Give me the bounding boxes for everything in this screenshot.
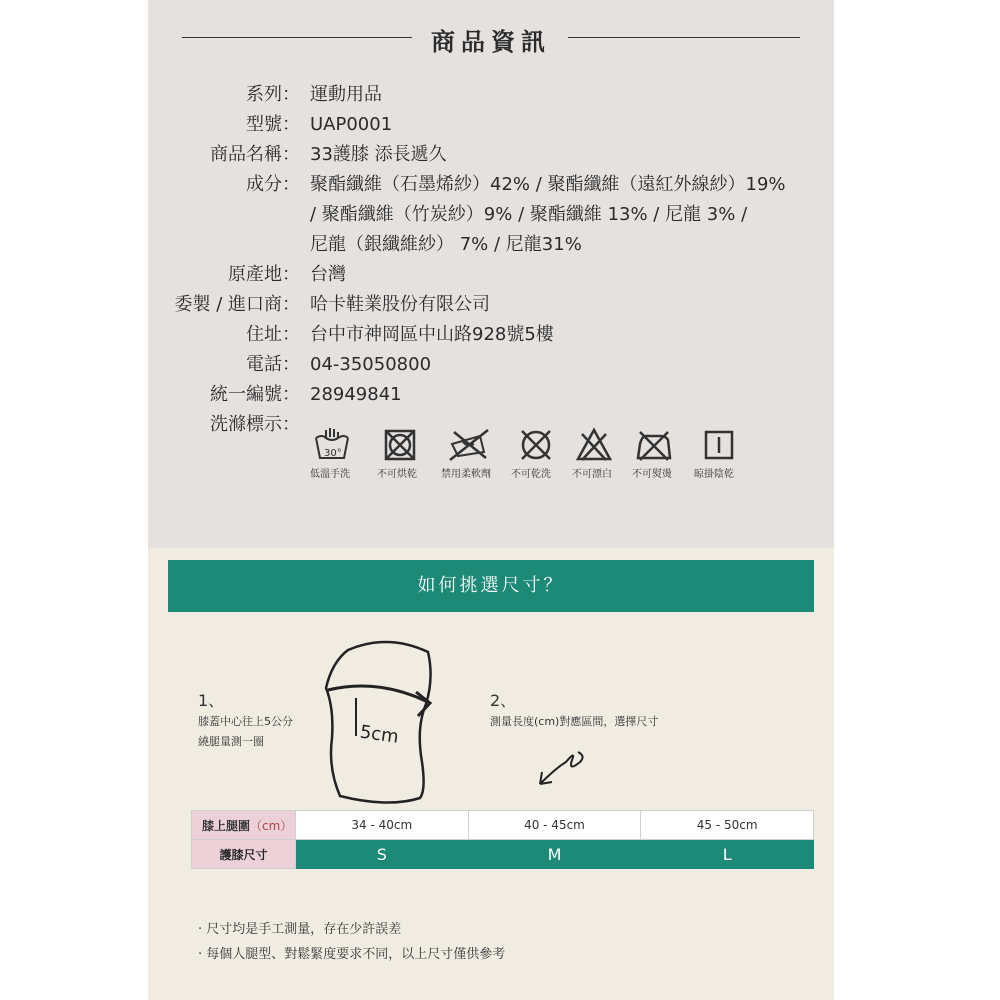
info-value: 聚酯纖維（石墨烯紗）42% / 聚酯纖維（遠紅外線紗）19% bbox=[310, 174, 786, 195]
info-value: 尼龍（銀纖維紗） 7% / 尼龍31% bbox=[310, 234, 582, 255]
info-label: 原產地： bbox=[228, 264, 300, 285]
circumference-label: 膝上腿圍 bbox=[202, 818, 251, 833]
no-bleach-icon bbox=[574, 426, 614, 464]
no-dry-clean-icon bbox=[516, 426, 556, 464]
table-head-size: 護膝尺寸 bbox=[192, 840, 296, 869]
table-row-size bbox=[192, 840, 814, 869]
table-row-circumference bbox=[192, 811, 814, 840]
table-cell-size: S bbox=[296, 840, 469, 869]
knee-illustration bbox=[318, 628, 448, 808]
measure-label: 5cm bbox=[358, 721, 400, 748]
step1-line1: 膝蓋中心往上5公分 bbox=[198, 715, 293, 728]
note-2: · 每個人腿型、對鬆緊度要求不同，以上尺寸僅供參考 bbox=[198, 947, 506, 962]
line-dry-shade-icon bbox=[700, 426, 740, 464]
step1-number: 1、 bbox=[198, 691, 225, 710]
care-label-no-iron: 不可熨燙 bbox=[632, 469, 672, 480]
care-label-no-tumble-dry: 不可烘乾 bbox=[377, 469, 417, 480]
info-value: 台灣 bbox=[310, 264, 346, 285]
info-value: 運動用品 bbox=[310, 84, 382, 105]
knee-outline bbox=[326, 642, 431, 803]
unit-label: （cm） bbox=[250, 818, 293, 833]
info-value: / 聚酯纖維（竹炭紗）9% / 聚酯纖維 13% / 尼龍 3% / bbox=[310, 204, 748, 225]
step2-number: 2、 bbox=[490, 691, 517, 710]
care-label-hand-wash: 低溫手洗 bbox=[310, 469, 350, 480]
info-value: 28949841 bbox=[310, 384, 402, 405]
info-label: 電話： bbox=[246, 354, 300, 375]
info-label: 委製 / 進口商： bbox=[174, 294, 300, 315]
pointer-arrow-icon bbox=[536, 748, 596, 788]
no-iron-icon bbox=[634, 426, 674, 464]
care-label-no-dry-clean: 不可乾洗 bbox=[511, 469, 551, 480]
note-1: · 尺寸均是手工測量，存在少許誤差 bbox=[198, 922, 402, 937]
table-cell-range: 45 - 50cm bbox=[641, 811, 814, 840]
table-cell-range: 40 - 45cm bbox=[468, 811, 641, 840]
info-value: 台中市神岡區中山路928號5樓 bbox=[310, 324, 554, 345]
no-softener-icon bbox=[444, 426, 494, 464]
title-divider-right bbox=[568, 37, 800, 38]
table-cell-range: 34 - 40cm bbox=[296, 811, 469, 840]
info-value: 33護膝 添長遞久 bbox=[310, 144, 447, 165]
care-label-line-dry: 晾掛陰乾 bbox=[694, 469, 734, 480]
care-label-no-softener: 禁用柔軟劑 bbox=[441, 469, 491, 480]
size-guide-banner: 如何挑選尺寸？ bbox=[168, 560, 814, 612]
step2-text: 測量長度(cm)對應區間，選擇尺寸 bbox=[490, 715, 659, 728]
step1-line2: 繞腿量測一圈 bbox=[198, 735, 264, 748]
info-label: 住址： bbox=[246, 324, 300, 345]
table-head-circumference bbox=[192, 811, 296, 840]
info-label: 成分： bbox=[246, 174, 300, 195]
hand-wash-icon bbox=[312, 426, 352, 464]
info-value: UAP0001 bbox=[310, 114, 393, 135]
info-label: 統一編號： bbox=[210, 384, 300, 405]
no-tumble-dry-icon bbox=[380, 426, 420, 464]
wash-temp: 30° bbox=[324, 448, 342, 459]
section-title: 商品資訊 bbox=[431, 28, 551, 56]
measure-arrow bbox=[328, 686, 428, 702]
size-table bbox=[191, 810, 814, 869]
care-label-no-bleach: 不可漂白 bbox=[572, 469, 612, 480]
table-cell-size: L bbox=[641, 840, 814, 869]
info-label: 系列： bbox=[246, 84, 300, 105]
info-value: 哈卡鞋業股份有限公司 bbox=[310, 294, 490, 315]
info-value: 04-35050800 bbox=[310, 354, 432, 375]
info-label: 商品名稱： bbox=[210, 144, 300, 165]
info-label: 型號： bbox=[246, 114, 300, 135]
table-cell-size: M bbox=[468, 840, 641, 869]
info-label: 洗滌標示： bbox=[210, 414, 300, 435]
